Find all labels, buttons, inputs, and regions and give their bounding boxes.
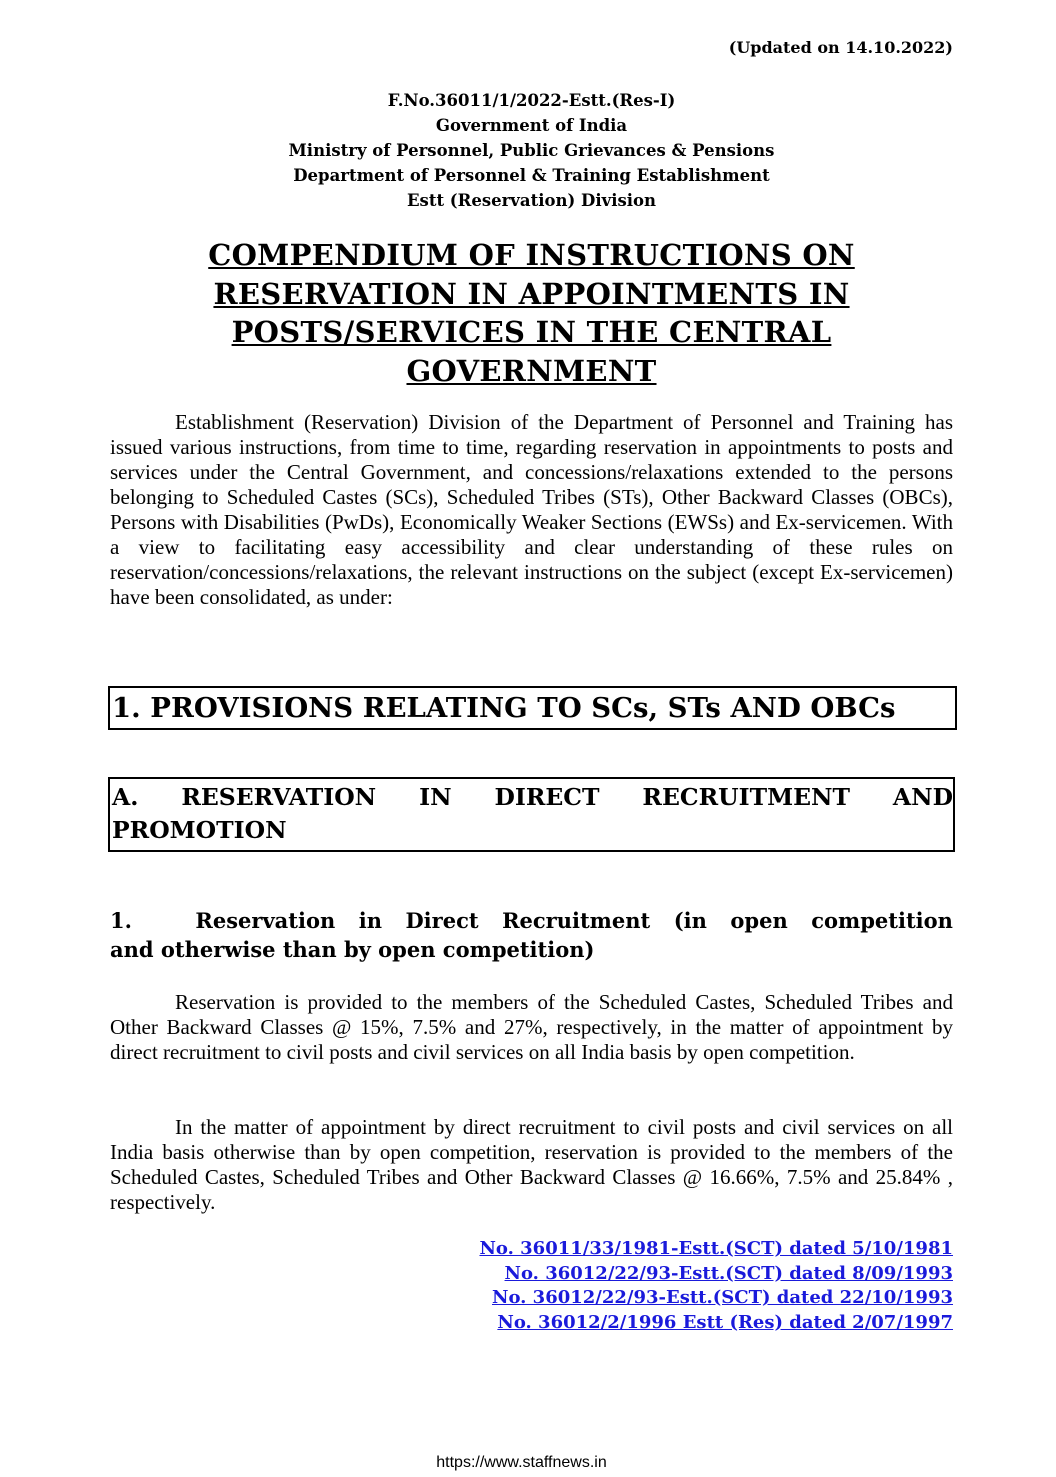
reference-link[interactable]: No. 36011/33/1981-Estt.(SCT) dated 5/10/1981	[479, 1238, 953, 1259]
other-competition-paragraph: In the matter of appointment by direct recruitment to civil posts and civil services on all India basis otherwise than by open competition, reservation is provided to the members of the Scheduled Castes, Scheduled Tribes and Other Backward Classes @ 16.66%, 7.5% and 25.84% , respectively.	[110, 1115, 953, 1214]
word: Recruitment	[502, 908, 651, 933]
word: AND	[892, 783, 953, 811]
heading-number: 1.	[110, 908, 132, 933]
word: competition	[811, 908, 953, 933]
word: DIRECT	[494, 783, 600, 811]
section-1-heading: 1. PROVISIONS RELATING TO SCs, STs AND OBCs	[108, 686, 957, 730]
title-line: POSTS/SERVICES IN THE CENTRAL	[231, 315, 832, 349]
reference-links	[479, 1237, 953, 1335]
document-title	[110, 236, 953, 390]
word: Direct	[405, 908, 479, 933]
document-header	[110, 88, 953, 213]
word: in	[358, 908, 382, 933]
word: Reservation	[195, 908, 336, 933]
intro-paragraph: Establishment (Reservation) Division of the Department of Personnel and Training has issued various instructions, from time to time, regarding reservation in appointments to posts and services under the Central Government, and concessions/relaxations extended to the persons belonging to Scheduled Castes (SCs), Scheduled Tribes (STs), Other Backward Classes (OBCs), Persons with Disabilities (PwDs), Economically Weaker Sections (EWSs) and Ex-servicemen. With a view to facilitating easy accessibility and clear understanding of these rules on reservation/concessions/relaxations, the relevant instructions on the subject (except Ex-servicemen) have been consolidated, as under:	[110, 410, 953, 609]
word: RECRUITMENT	[642, 783, 850, 811]
ministry: Ministry of Personnel, Public Grievances & Pensions	[288, 141, 775, 160]
reference-link[interactable]: No. 36012/2/1996 Estt (Res) dated 2/07/1997	[497, 1311, 953, 1333]
open-competition-paragraph: Reservation is provided to the members of the Scheduled Castes, Scheduled Tribes and Other Backward Classes @ 15%, 7.5% and 27%, respectively, in the matter of appointment by direct recruitment to civil posts and civil services on all India basis by open competition.	[110, 990, 953, 1064]
file-number: F.No.36011/1/2022-Estt.(Res-I)	[387, 91, 676, 110]
word: (in	[673, 908, 707, 933]
word: open	[730, 908, 788, 933]
word: RESERVATION	[181, 783, 377, 811]
reference-link[interactable]: No. 36012/22/93-Estt.(SCT) dated 22/10/1993	[492, 1287, 953, 1308]
reference-link[interactable]: No. 36012/22/93-Estt.(SCT) dated 8/09/1993	[504, 1262, 953, 1284]
subsection-heading	[110, 906, 953, 964]
section-a-heading	[108, 777, 955, 852]
title-line: RESERVATION IN APPOINTMENTS IN	[213, 276, 850, 311]
heading-line2: and otherwise than by open competition)	[110, 937, 595, 962]
division: Estt (Reservation) Division	[406, 191, 657, 210]
updated-date: (Updated on 14.10.2022)	[728, 38, 953, 57]
section-a-line2: PROMOTION	[112, 816, 287, 844]
title-line: GOVERNMENT	[406, 353, 657, 388]
title-line: COMPENDIUM OF INSTRUCTIONS ON	[208, 238, 855, 272]
word: IN	[419, 783, 452, 811]
government: Government of India	[435, 116, 628, 135]
word: A.	[112, 783, 139, 811]
footer-url: https://www.staffnews.in	[436, 1454, 607, 1471]
department: Department of Personnel & Training Establishment	[293, 166, 770, 185]
